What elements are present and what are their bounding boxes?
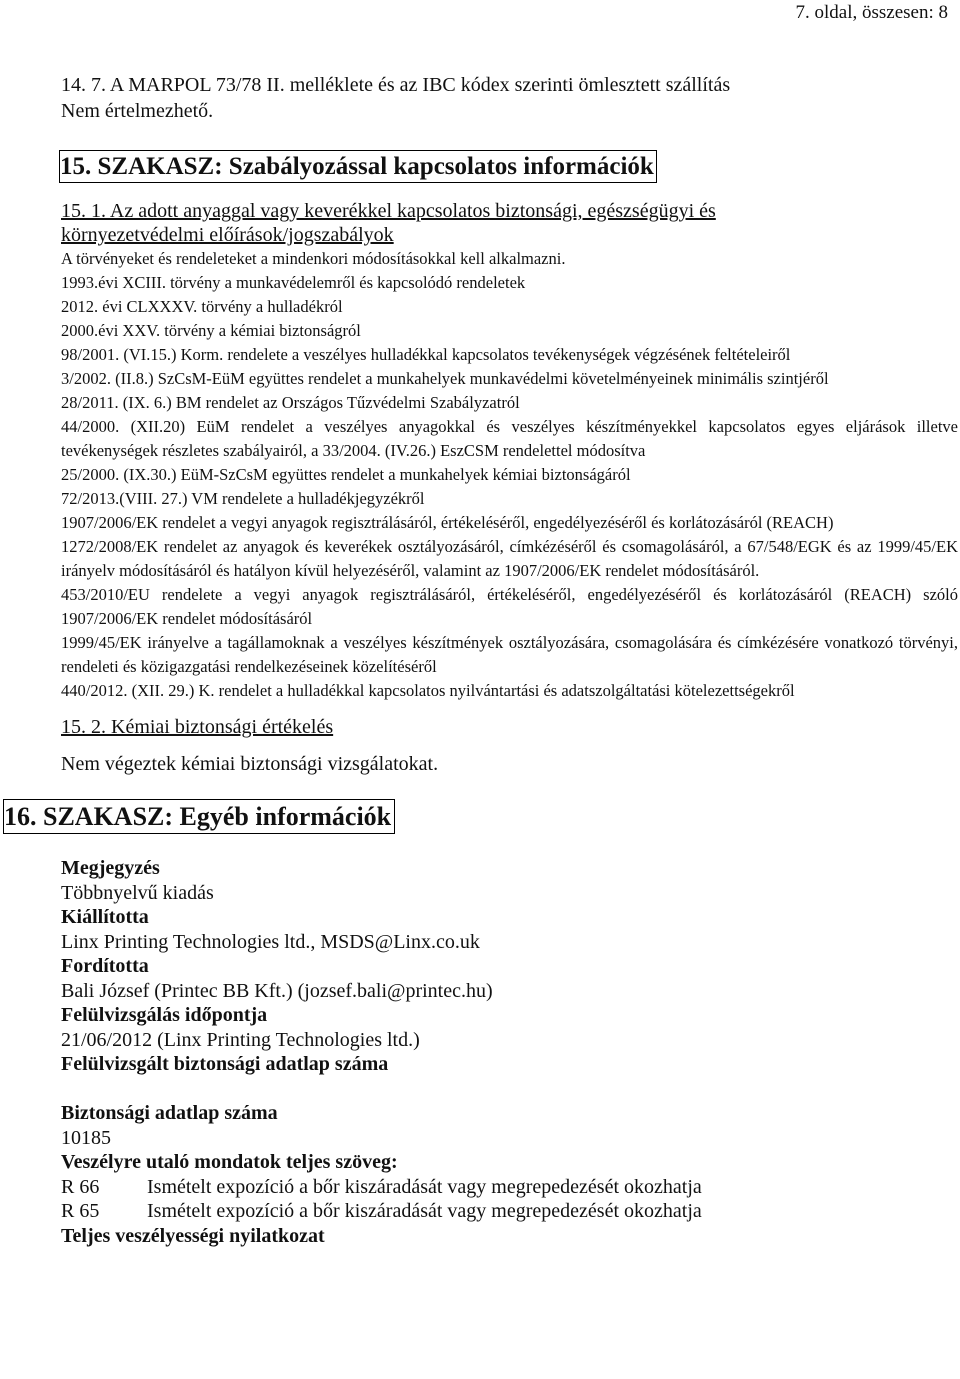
- empty-line: [61, 1077, 958, 1102]
- hazard-statement-label: Teljes veszélyességi nyilatkozat: [61, 1224, 325, 1247]
- section-14-7-text: Nem értelmezhető.: [61, 100, 214, 122]
- note-value: Többnyelvű kiadás: [61, 881, 214, 904]
- law-item: 1999/45/EK irányelve a tagállamoknak a veszélyes készítmények osztályozására, csomagolására és címkézésére vonatkozó törvényi, rendeleti és közigazgatási rendelkezéseinek közelítéséről: [61, 633, 958, 676]
- law-item: 453/2010/EU rendelete a vegyi anyagok regisztrálásáról, értékeléséről, engedélyezéséről és korlátozásáról (REACH) szóló 1907/2006/EK rendelet módosításáról: [61, 585, 958, 628]
- law-item: 1272/2008/EK rendelet az anyagok és keverékek osztályozásáról, címkézéséről és csomagolásáról, a 67/548/EGK és az 1999/45/EK irányelv módosításáról és hatályon kívül helyezéséről, valamint az 1907/2006/EK rendelet módosításáról.: [61, 537, 958, 580]
- law-item: 2012. évi CLXXXV. törvény a hulladékról: [61, 297, 343, 316]
- law-item: 28/2011. (IX. 6.) BM rendelet az Országos Tűzvédelmi Szabályzatról: [61, 393, 520, 412]
- note-label: Megjegyzés: [61, 857, 160, 879]
- section-15-2-text: Nem végeztek kémiai biztonsági vizsgálatokat.: [61, 753, 439, 775]
- law-item: 440/2012. (XII. 29.) K. rendelet a hulladékkal kapcsolatos nyilvántartási és adatszolgáltatási kötelezettségekről: [61, 681, 795, 700]
- section-14-7-heading: 14. 7. A MARPOL 73/78 II. melléklete és az IBC kódex szerinti ömlesztett szállítás: [61, 74, 731, 96]
- law-item: 2000.évi XXV. törvény a kémiai biztonságról: [61, 321, 361, 340]
- r-phrase-row: [61, 1175, 958, 1200]
- law-item: 44/2000. (XII.20) EüM rendelet a veszélyes anyagokkal és veszélyes készítményekkel kapcsolatos egyes eljárások illetve tevékenységek részletes szabályairól, a 33/2004. (IV.26.) EszCSM rendelettel módosítva: [61, 417, 958, 460]
- r-phrase-code: R 66: [61, 1175, 100, 1198]
- law-item: 72/2013.(VIII. 27.) VM rendelete a hulladékjegyzékről: [61, 489, 425, 508]
- section-15-1-title-line1: 15. 1. Az adott anyaggal vagy keverékkel kapcsolatos biztonsági, egészségügyi és: [61, 200, 716, 222]
- law-item: 1993.évi XCIII. törvény a munkavédelemről és kapcsolódó rendeletek: [61, 273, 526, 292]
- r-phrases-label: Veszélyre utaló mondatok teljes szöveg:: [61, 1151, 398, 1173]
- issued-by-value: Linx Printing Technologies ltd., MSDS@Linx.co.uk: [61, 930, 480, 953]
- r-phrase-text: Ismételt expozíció a bőr kiszáradását vagy megrepedezését okozhatja: [147, 1175, 702, 1198]
- translated-by-label: Fordította: [61, 955, 149, 977]
- law-item: 3/2002. (II.8.) SzCsM-EüM együttes rendelet a munkahelyek munkavédelmi követelményeinek minimális szintjéről: [61, 369, 829, 388]
- section-15-1-title-line2: környezetvédelmi előírások/jogszabályok: [61, 224, 394, 246]
- law-item: 1907/2006/EK rendelet a vegyi anyagok regisztrálásáról, értékeléséről, engedélyezéséről és korlátozásáról (REACH): [61, 513, 834, 532]
- review-date-value: 21/06/2012 (Linx Printing Technologies ltd.): [61, 1028, 420, 1051]
- issued-by-label: Kiállította: [61, 906, 149, 928]
- section-15-title: 15. SZAKASZ: Szabályozással kapcsolatos információk: [59, 150, 657, 183]
- sds-number-value: 10185: [61, 1126, 111, 1149]
- section-15-2-title: 15. 2. Kémiai biztonsági értékelés: [61, 716, 334, 738]
- r-phrase-text: Ismételt expozíció a bőr kiszáradását vagy megrepedezését okozhatja: [147, 1200, 702, 1222]
- law-item: 25/2000. (IX.30.) EüM-SzCsM együttes rendelet a munkahelyek kémiai biztonságáról: [61, 465, 631, 484]
- law-item: 98/2001. (VI.15.) Korm. rendelete a veszélyes hulladékkal kapcsolatos tevékenységek végzésének feltételeiről: [61, 345, 791, 364]
- sds-number-label: Biztonsági adatlap száma: [61, 1102, 278, 1124]
- section-16-title: 16. SZAKASZ: Egyéb információk: [3, 799, 395, 834]
- section-15-1-intro: A törvényeket és rendeleteket a mindenkori módosításokkal kell alkalmazni.: [61, 249, 566, 268]
- r-phrase-row: [61, 1199, 958, 1224]
- review-date-label: Felülvizsgálás időpontja: [61, 1004, 268, 1026]
- document-content: [4, 70, 958, 1248]
- translated-by-value: Bali József (Printec BB Kft.) (jozsef.bali@printec.hu): [61, 979, 493, 1002]
- page-number-label: 7. oldal, összesen: 8: [795, 2, 948, 23]
- r-phrase-code: R 65: [61, 1200, 100, 1222]
- reviewed-sds-number-label: Felülvizsgált biztonsági adatlap száma: [61, 1053, 389, 1075]
